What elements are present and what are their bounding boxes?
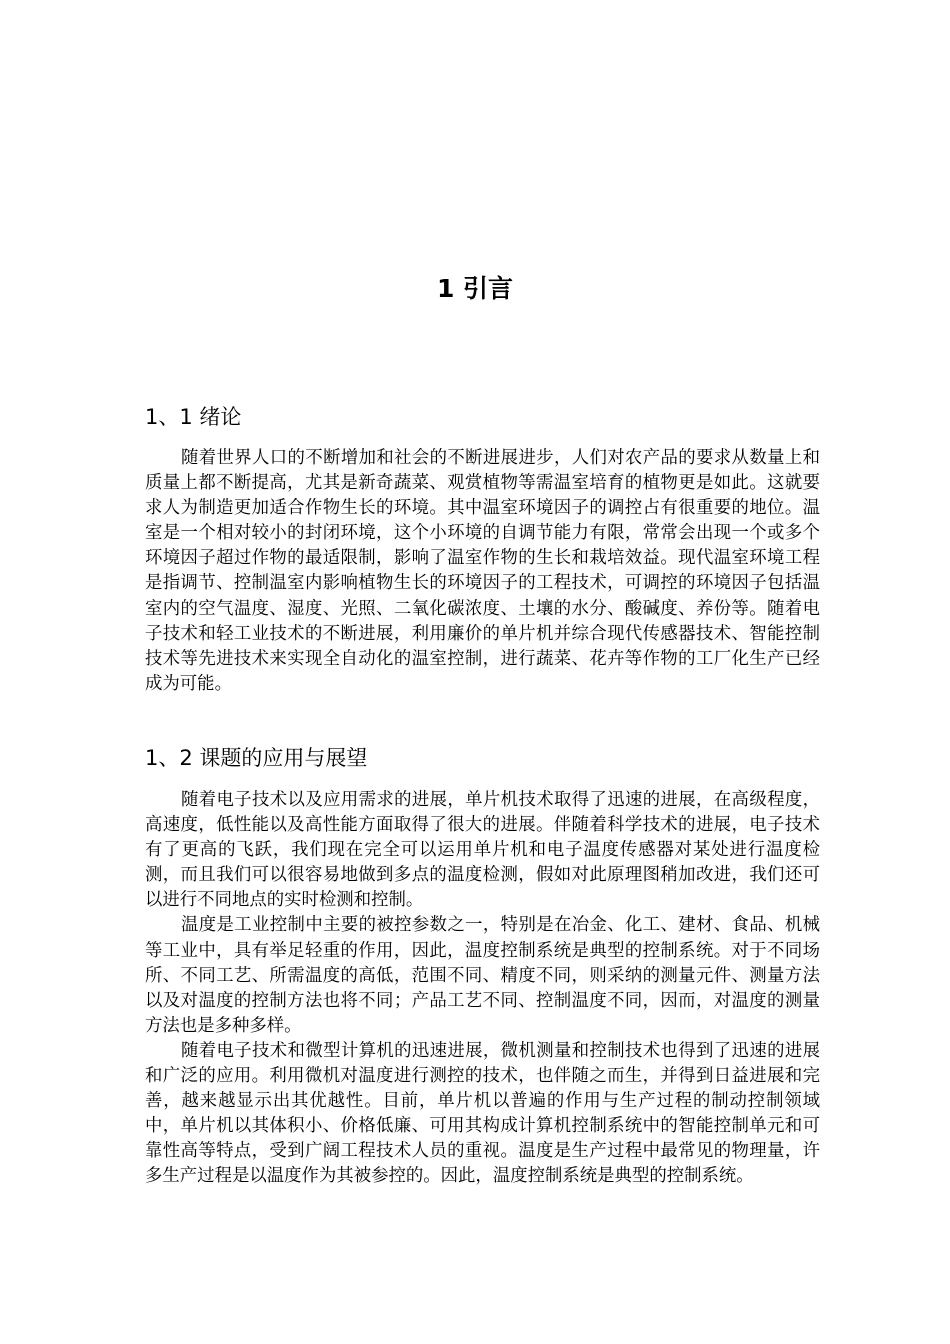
chapter-title: 1 引言	[436, 274, 514, 303]
section-body-introduction	[145, 446, 820, 697]
paragraph: 温度是工业控制中主要的被控参数之一，特别是在冶金、化工、建材、食品、机械等工业中，具有举足轻重的作用，因此，温度控制系统是典型的控制系统。对于不同场所、不同工艺、所需温度的高低，范围不同、精度不同，则采纳的测量元件、测量方法以及对温度的控制方法也将不同；产品工艺不同、控制温度不同，因而，对温度的测量方法也是多种多样。	[145, 915, 820, 1036]
paragraph: 随着世界人口的不断增加和社会的不断进展进步，人们对农产品的要求从数量上和质量上都不断提高，尤其是新奇蔬菜、观赏植物等需温室培育的植物更是如此。这就要求人为制造更加适合作物生长的环境。其中温室环境因子的调控占有很重要的地位。温室是一个相对较小的封闭环境，这个小环境的自调节能力有限，常常会出现一个或多个环境因子超过作物的最适限制，影响了温室作物的生长和栽培效益。现代温室环境工程是指调节、控制温室内影响植物生长的环境因子的工程技术，可调控的环境因子包括温室内的空气温度、湿度、光照、二氧化碳浓度、土壤的水分、酸碱度、养份等。随着电子技术和轻工业技术的不断进展，利用廉价的单片机并综合现代传感器技术、智能控制技术等先进技术来实现全自动化的温室控制，进行蔬菜、花卉等作物的工厂化生产已经成为可能。	[145, 448, 820, 694]
paragraph: 随着电子技术和微型计算机的迅速进展，微机测量和控制技术也得到了迅速的进展和广泛的应用。利用微机对温度进行测控的技术，也伴随之而生，并得到日益进展和完善，越来越显示出其优越性。目前，单片机以普遍的作用与生产过程的制动控制领域中，单片机以其体积小、价格低廉、可用其构成计算机控制系统中的智能控制单元和可靠性高等特点，受到广阔工程技术人员的重视。温度是生产过程中最常见的物理量，许多生产过程是以温度作为其被参控的。因此，温度控制系统是典型的控制系统。	[145, 1040, 820, 1187]
section-heading-application-outlook: 1、2 课题的应用与展望	[145, 746, 368, 770]
section-body-application-outlook	[145, 788, 820, 1190]
paragraph: 随着电子技术以及应用需求的进展，单片机技术取得了迅速的进展，在高级程度，高速度，低性能以及高性能方面取得了很大的进展。伴随着科学技术的进展，电子技术有了更高的飞跃，我们现在完全可以运用单片机和电子温度传感器对某处进行温度检测，而且我们可以很容易地做到多点的温度检测，假如对此原理图稍加改进，我们还可以进行不同地点的实时检测和控制。	[145, 790, 820, 911]
section-heading-introduction: 1、1 绪论	[145, 405, 242, 429]
